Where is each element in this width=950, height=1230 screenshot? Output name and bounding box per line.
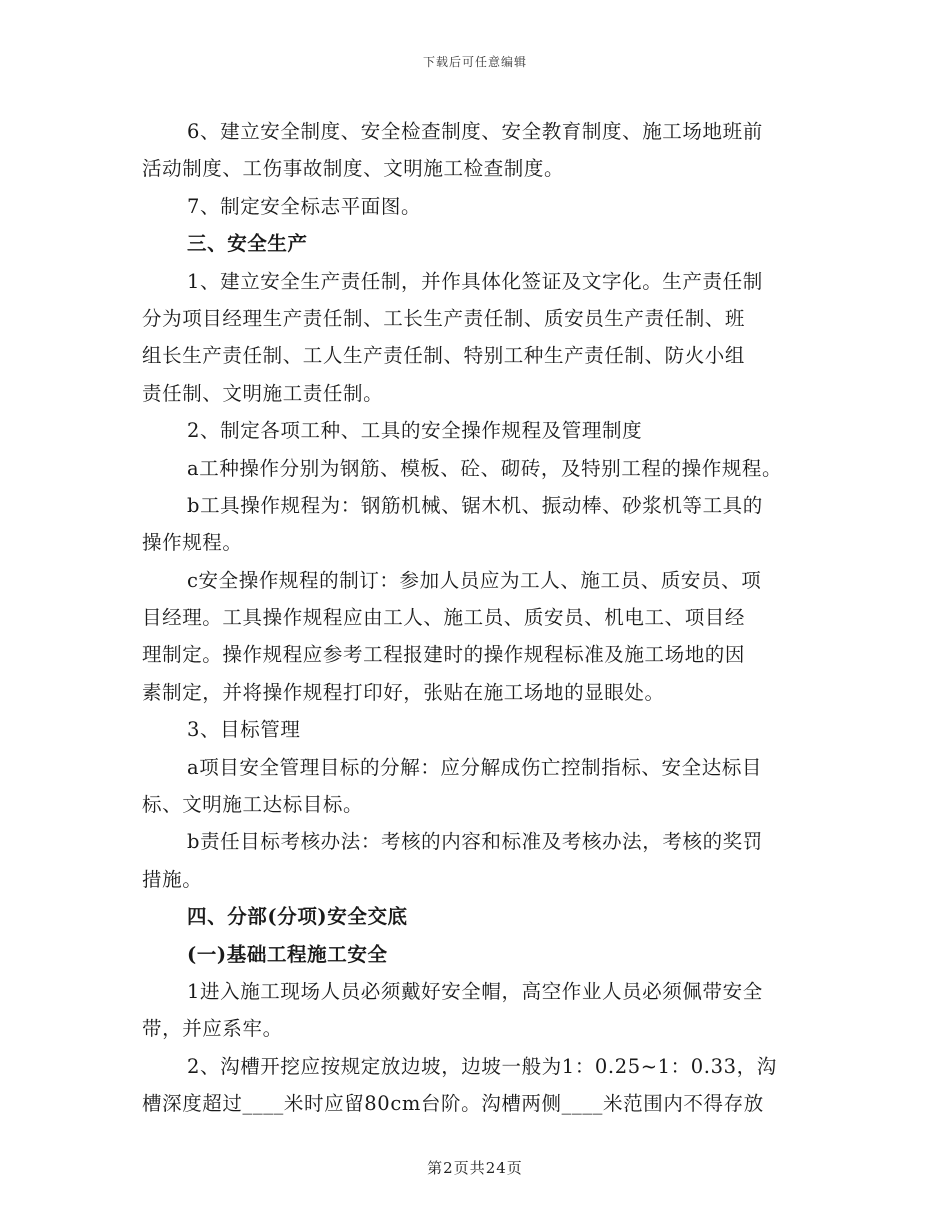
page-header: 下载后可任意编辑	[422, 55, 527, 69]
paragraph-line: 分为项目经理生产责任制、工长生产责任制、质安员生产责任制、班	[142, 306, 746, 330]
paragraph-line: a项目安全管理目标的分解：应分解成伤亡控制指标、安全达标目	[187, 755, 763, 779]
paragraph-line: 理制定。操作规程应参考工程报建时的操作规程标准及施工场地的因	[142, 643, 746, 667]
paragraph-line: 3、目标管理	[187, 718, 301, 742]
section-heading: 三、安全生产	[187, 232, 308, 256]
paragraph-line: 1、建立安全生产责任制，并作具体化签证及文字化。生产责任制	[187, 269, 763, 293]
paragraph-line: a工种操作分别为钢筋、模板、砼、砌砖，及特别工程的操作规程。	[187, 456, 783, 480]
paragraph-line: 措施。	[142, 867, 203, 891]
paragraph-line: b工具操作规程为：钢筋机械、锯木机、振动棒、砂浆机等工具的	[187, 493, 763, 517]
paragraph-line: 目经理。工具操作规程应由工人、施工员、质安员、机电工、项目经	[142, 606, 746, 630]
document-body	[142, 113, 832, 1123]
paragraph-line: 7、制定安全标志平面图。	[187, 194, 422, 218]
paragraph-line: 组长生产责任制、工人生产责任制、特别工种生产责任制、防火小组	[142, 344, 746, 368]
paragraph-line: 带，并应系牢。	[142, 1017, 283, 1041]
paragraph-line: b责任目标考核办法：考核的内容和标准及考核办法，考核的奖罚	[187, 830, 763, 854]
section-heading: 四、分部(分项)安全交底	[187, 905, 408, 929]
paragraph-line: 1进入施工现场人员必须戴好安全帽，高空作业人员必须佩带安全	[187, 979, 763, 1003]
paragraph-line: 责任制、文明施工责任制。	[142, 381, 384, 405]
paragraph-line: 标、文明施工达标目标。	[142, 793, 364, 817]
paragraph-line: 素制定，并将操作规程打印好，张贴在施工场地的显眼处。	[142, 680, 665, 704]
paragraph-line: 活动制度、工伤事故制度、文明施工检查制度。	[142, 157, 565, 181]
paragraph-line: c安全操作规程的制订：参加人员应为工人、施工员、质安员、项	[187, 568, 762, 592]
page-footer: 第2页共24页	[427, 1159, 523, 1177]
paragraph-line: 6、建立安全制度、安全检查制度、安全教育制度、施工场地班前	[187, 120, 763, 143]
paragraph-line: 2、制定各项工种、工具的安全操作规程及管理制度	[187, 419, 643, 443]
paragraph-line: 操作规程。	[142, 531, 243, 555]
paragraph-line: 槽深度超过____米时应留80cm台阶。沟槽两侧____米范围内不得存放	[142, 1092, 764, 1116]
paragraph-line: 2、沟槽开挖应按规定放边坡，边坡一般为1：0.25~1：0.33，沟	[187, 1054, 777, 1078]
section-heading: (一)基础工程施工安全	[187, 942, 388, 966]
